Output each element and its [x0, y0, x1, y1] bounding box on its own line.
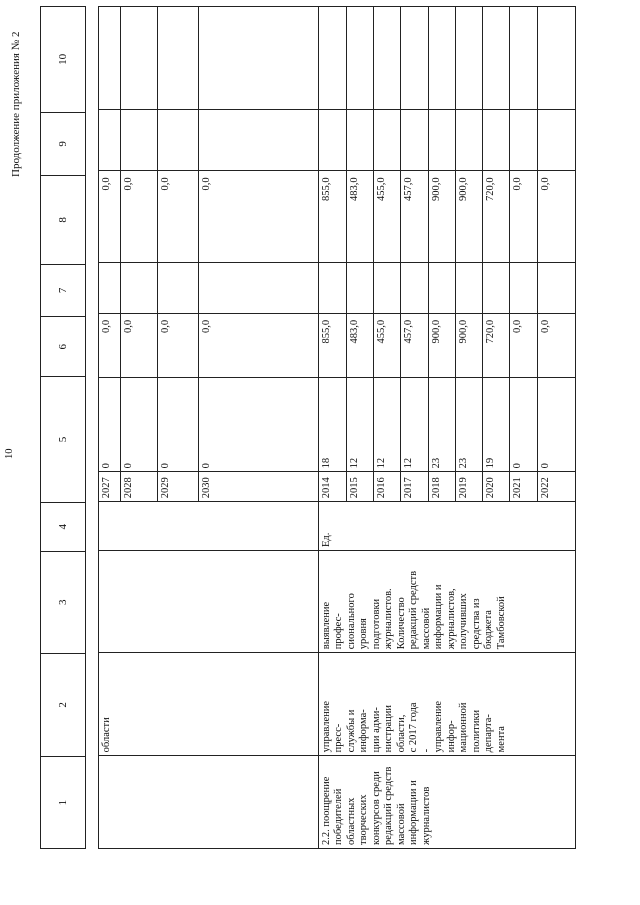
year-cell: 2019	[455, 472, 482, 502]
value-cell-9	[455, 109, 482, 170]
value-cell-9	[483, 109, 510, 170]
year-cell: 2017	[401, 472, 428, 502]
year-cell: 2029	[158, 472, 198, 502]
value-cell-5: 19	[483, 377, 510, 472]
header-row	[41, 7, 86, 849]
value-cell-10	[455, 7, 482, 110]
value-cell-9	[347, 109, 374, 170]
data-table	[98, 6, 576, 849]
value-cell-7	[428, 262, 455, 313]
value-cell-5: 23	[455, 377, 482, 472]
value-cell-10	[158, 7, 198, 110]
value-cell-6: 0,0	[198, 313, 318, 377]
header-col: 2	[41, 653, 86, 757]
year-cell: 2016	[374, 472, 401, 502]
value-cell-8: 855,0	[318, 171, 346, 263]
value-cell-8: 900,0	[455, 171, 482, 263]
value-cell-7	[318, 262, 346, 313]
header-col: 8	[41, 175, 86, 264]
value-cell-8: 0,0	[99, 171, 121, 263]
value-cell-9	[374, 109, 401, 170]
block1-col1	[99, 756, 319, 849]
activity-name-cell: 2.2. поощрение победителей областных творческих конкурсов среди редакций средств массовой информации и журналистов	[318, 756, 575, 849]
value-cell-8: 0,0	[537, 171, 575, 263]
value-cell-6: 855,0	[318, 313, 346, 377]
value-cell-10	[510, 7, 537, 110]
value-cell-8: 900,0	[428, 171, 455, 263]
value-cell-6: 720,0	[483, 313, 510, 377]
block1-col2	[99, 653, 319, 756]
value-cell-6: 900,0	[428, 313, 455, 377]
value-cell-6: 0,0	[158, 313, 198, 377]
value-cell-7	[455, 262, 482, 313]
value-cell-5: 18	[318, 377, 346, 472]
value-cell-5: 23	[428, 377, 455, 472]
value-cell-7	[99, 262, 121, 313]
value-cell-8: 0,0	[158, 171, 198, 263]
value-cell-10	[483, 7, 510, 110]
value-cell-5: 12	[347, 377, 374, 472]
value-cell-7	[347, 262, 374, 313]
value-cell-10	[401, 7, 428, 110]
value-cell-5: 0	[537, 377, 575, 472]
value-cell-10	[428, 7, 455, 110]
value-cell-7	[158, 262, 198, 313]
value-cell-7	[537, 262, 575, 313]
value-cell-7	[401, 262, 428, 313]
executor-cell: управление пресс- службы и информа- ции адми- нистрации области, с 2017 года - управление инфор- мационной политики департа- мента	[318, 653, 575, 756]
value-cell-7	[483, 262, 510, 313]
value-cell-7	[374, 262, 401, 313]
value-cell-8: 0,0	[121, 171, 158, 263]
header-col: 4	[41, 502, 86, 551]
value-cell-8: 0,0	[198, 171, 318, 263]
header-col: 1	[41, 757, 86, 849]
header-col: 6	[41, 317, 86, 377]
value-cell-9	[428, 109, 455, 170]
year-cell: 2021	[510, 472, 537, 502]
value-cell-8: 720,0	[483, 171, 510, 263]
year-cell: 2020	[483, 472, 510, 502]
value-cell-6: 0,0	[537, 313, 575, 377]
value-cell-5: 12	[374, 377, 401, 472]
value-cell-10	[537, 7, 575, 110]
year-cell: 2022	[537, 472, 575, 502]
value-cell-5: 0	[198, 377, 318, 472]
value-cell-9	[510, 109, 537, 170]
value-cell-8: 0,0	[510, 171, 537, 263]
value-cell-6: 0,0	[99, 313, 121, 377]
header-col: 5	[41, 377, 86, 502]
value-cell-10	[121, 7, 158, 110]
value-cell-5: 0	[510, 377, 537, 472]
value-cell-10	[198, 7, 318, 110]
value-cell-7	[510, 262, 537, 313]
value-cell-6: 0,0	[121, 313, 158, 377]
value-cell-6: 457,0	[401, 313, 428, 377]
year-cell: 2018	[428, 472, 455, 502]
page-number: 10	[4, 448, 15, 459]
value-cell-5: 0	[99, 377, 121, 472]
year-cell: 2028	[121, 472, 158, 502]
header-col: 3	[41, 551, 86, 653]
value-cell-9	[158, 109, 198, 170]
block1-col4	[99, 502, 319, 551]
value-cell-10	[374, 7, 401, 110]
header-col: 9	[41, 112, 86, 175]
value-cell-9	[121, 109, 158, 170]
year-cell: 2014	[318, 472, 346, 502]
value-cell-8: 483,0	[347, 171, 374, 263]
value-cell-8: 455,0	[374, 171, 401, 263]
year-cell: 2015	[347, 472, 374, 502]
value-cell-9	[537, 109, 575, 170]
value-cell-6: 455,0	[374, 313, 401, 377]
block1-area-label: области	[101, 717, 112, 753]
indicator-cell: выявление профес- сионального уровня подготовки журналистов. Количество редакций средств массовой информации и журналистов, получивших средства из бюджета Тамбовской	[318, 551, 575, 653]
header-col: 7	[41, 264, 86, 316]
value-cell-6: 0,0	[510, 313, 537, 377]
header-col: 10	[41, 7, 86, 113]
column-number-header	[40, 6, 86, 849]
value-cell-10	[347, 7, 374, 110]
value-cell-5: 0	[121, 377, 158, 472]
year-cell: 2030	[198, 472, 318, 502]
year-cell: 2027	[99, 472, 121, 502]
value-cell-5: 0	[158, 377, 198, 472]
block1-col3	[99, 551, 319, 653]
value-cell-5: 12	[401, 377, 428, 472]
value-cell-6: 900,0	[455, 313, 482, 377]
value-cell-9	[198, 109, 318, 170]
value-cell-7	[198, 262, 318, 313]
value-cell-8: 457,0	[401, 171, 428, 263]
value-cell-10	[99, 7, 121, 110]
value-cell-6: 483,0	[347, 313, 374, 377]
value-cell-7	[121, 262, 158, 313]
appendix-continuation: Продолжение приложения № 2	[10, 31, 22, 177]
value-cell-9	[318, 109, 346, 170]
value-cell-10	[318, 7, 346, 110]
unit-cell: Ед.	[318, 502, 575, 551]
value-cell-9	[99, 109, 121, 170]
value-cell-9	[401, 109, 428, 170]
